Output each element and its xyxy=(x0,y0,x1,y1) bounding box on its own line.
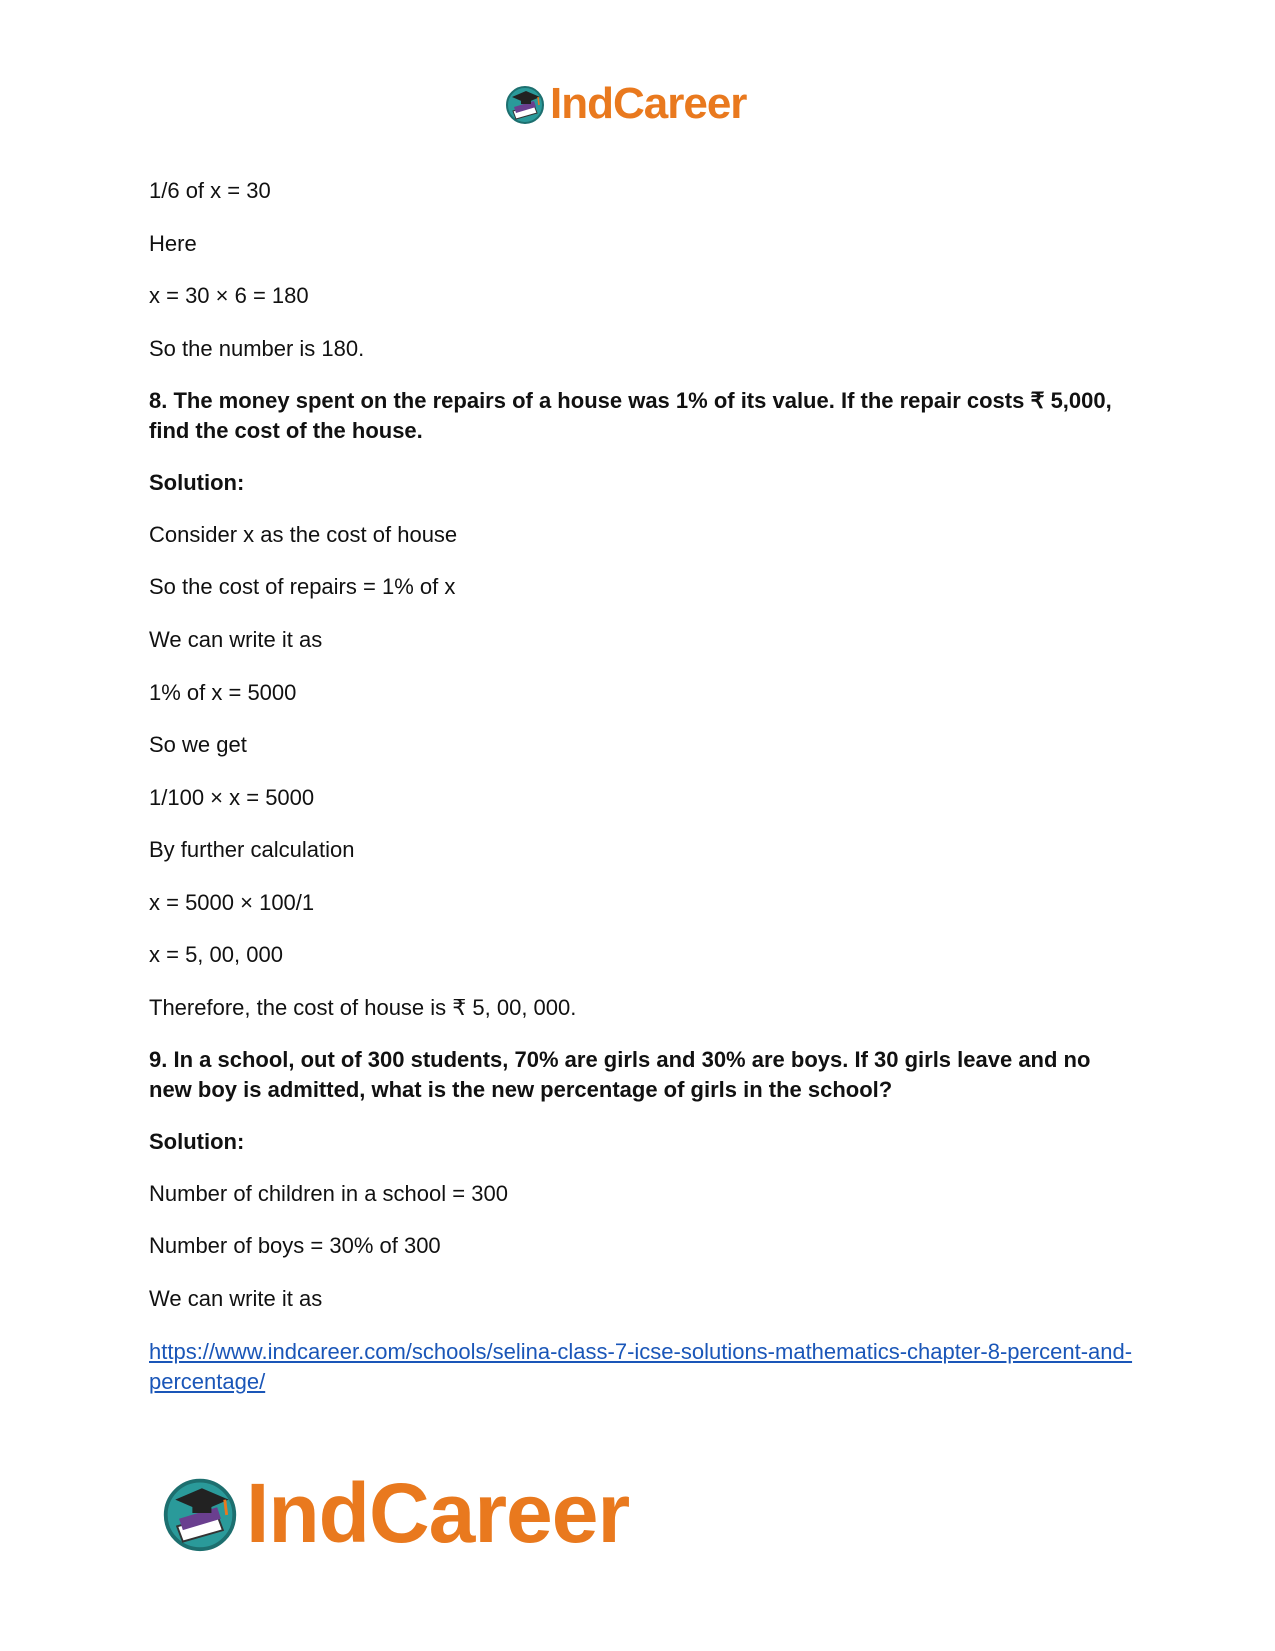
text-line: 1% of x = 5000 xyxy=(149,680,297,705)
question-8: 8. The money spent on the repairs of a house was 1% of its value. If the repair costs ₹ 5,000, find the cost of the house. xyxy=(149,388,1112,443)
text-line: So the cost of repairs = 1% of x xyxy=(149,574,456,599)
text-line: Number of children in a school = 300 xyxy=(149,1181,508,1206)
text-line: x = 5, 00, 000 xyxy=(149,942,283,967)
source-link[interactable]: https://www.indcareer.com/schools/selina-class-7-icse-solutions-mathematics-chapter-8-percent-and-percentage/ xyxy=(149,1339,1133,1394)
text-line: x = 5000 × 100/1 xyxy=(149,890,315,915)
graduation-book-icon xyxy=(504,83,546,125)
text-line: x = 30 × 6 = 180 xyxy=(149,283,309,308)
logo-wordmark: IndCareer xyxy=(246,1466,630,1560)
logo-wordmark: IndCareer xyxy=(550,79,747,128)
indcareer-logo-footer xyxy=(160,1468,629,1558)
text-line: Here xyxy=(149,231,197,256)
text-line: 1/6 of x = 30 xyxy=(149,178,271,203)
text-line: So we get xyxy=(149,732,247,757)
indcareer-logo-header xyxy=(504,78,746,130)
text-line: Number of boys = 30% of 300 xyxy=(149,1233,441,1258)
solution-heading: Solution: xyxy=(149,470,245,495)
question-9: 9. In a school, out of 300 students, 70% are girls and 30% are boys. If 30 girls leave and no new boy is admitted, what is the new percentage of girls in the school? xyxy=(149,1047,1091,1102)
text-line: We can write it as xyxy=(149,1286,323,1311)
solution-heading: Solution: xyxy=(149,1129,245,1154)
graduation-book-icon xyxy=(160,1473,240,1553)
text-line: We can write it as xyxy=(149,627,323,652)
text-line: So the number is 180. xyxy=(149,336,365,361)
text-line: Consider x as the cost of house xyxy=(149,522,458,547)
text-line: 1/100 × x = 5000 xyxy=(149,785,315,810)
text-line: By further calculation xyxy=(149,837,355,862)
text-line: Therefore, the cost of house is ₹ 5, 00, 000. xyxy=(149,995,577,1020)
